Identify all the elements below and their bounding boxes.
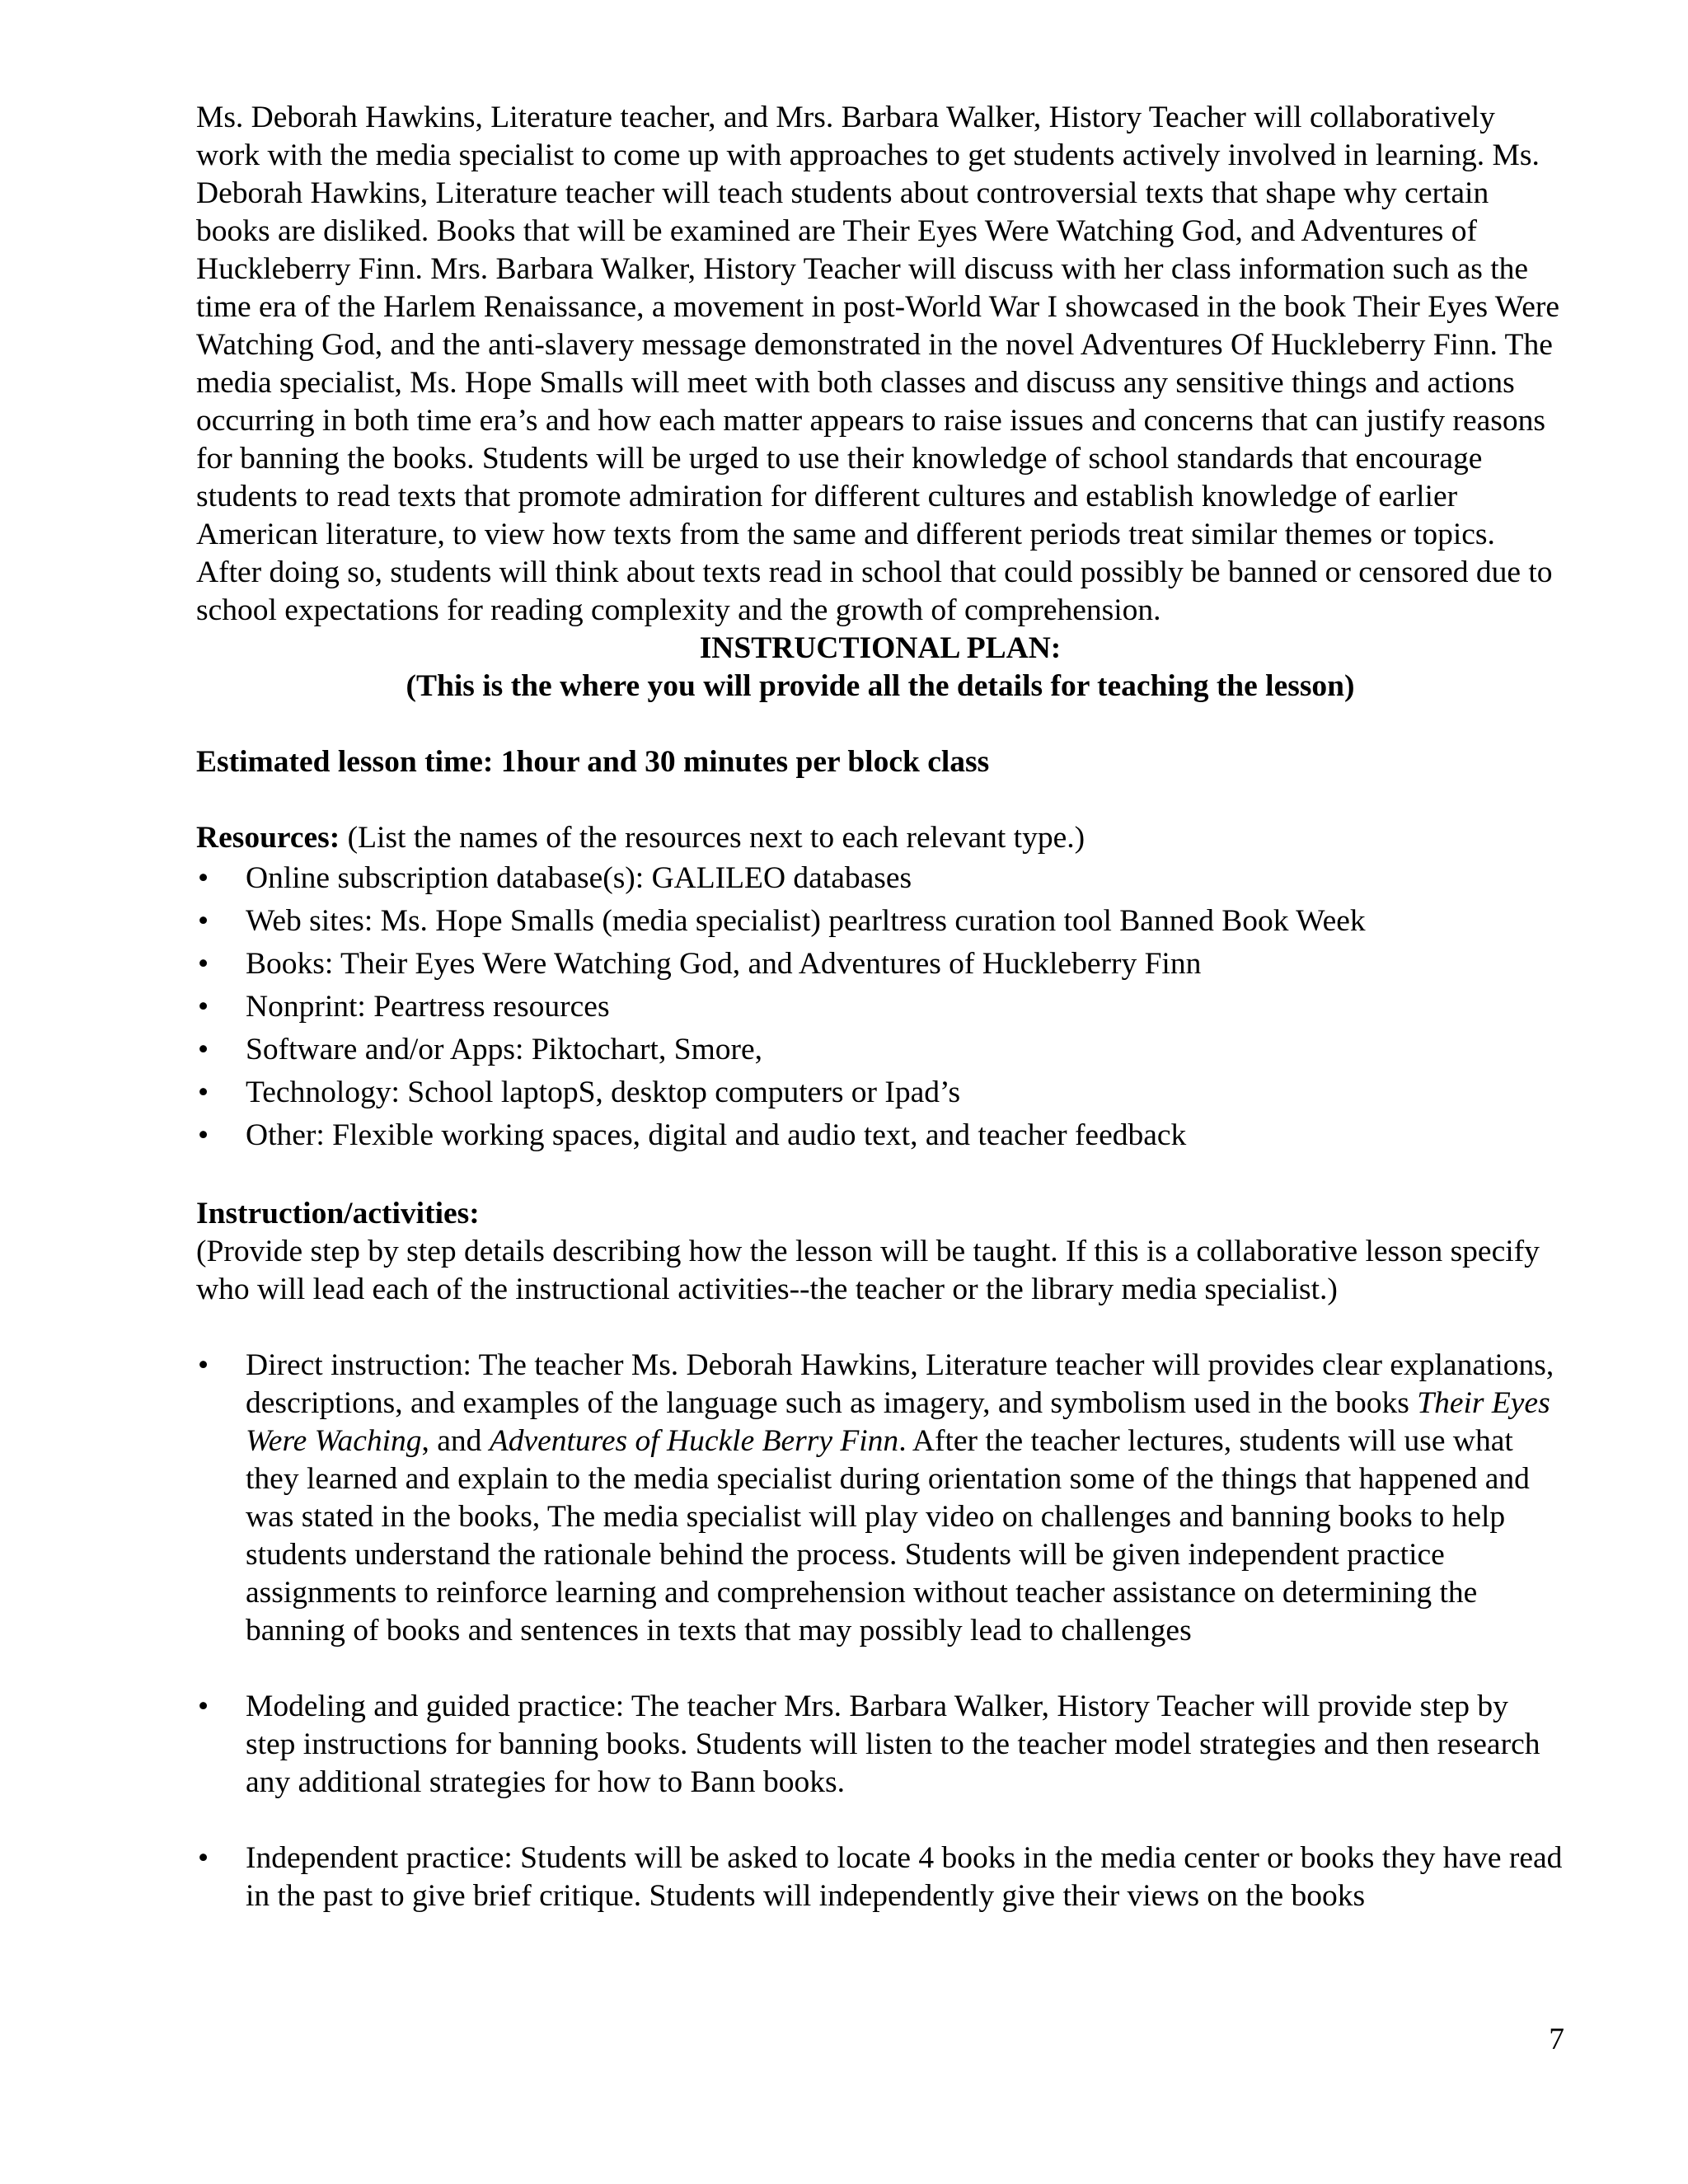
- lesson-time: Estimated lesson time: 1hour and 30 minutes per block class: [196, 745, 990, 779]
- resource-text: Nonprint: Peartress resources: [246, 990, 610, 1024]
- list-item: [196, 900, 1564, 943]
- bullet-icon: •: [198, 861, 209, 895]
- bullet-icon: •: [198, 904, 209, 938]
- spacer: [196, 1650, 1564, 1688]
- page-number: 7: [1549, 2022, 1564, 2056]
- activities-list: [196, 1840, 1564, 1915]
- list-item: [196, 1029, 1564, 1071]
- instruction-heading: Instruction/activities:: [196, 1197, 480, 1230]
- list-item: [196, 943, 1564, 986]
- spacer: [196, 705, 1564, 743]
- resources-note: (List the names of the resources next to each relevant type.): [340, 821, 1085, 855]
- resource-text: Books: Their Eyes Were Watching God, and Adventures of Huckleberry Finn: [246, 947, 1202, 981]
- bullet-icon: •: [198, 1348, 209, 1382]
- modeling-text: Modeling and guided practice: The teacher Mrs. Barbara Walker, History Teacher will provide step by step instructions for banning books. Students will listen to the teacher model strategies and then research any additional strategies for how to Bann books.: [246, 1690, 1540, 1799]
- direct-instruction-text: Direct instruction: The teacher Ms. Deborah Hawkins, Literature teacher will provides clear explanations, descriptions, and examples of the language such as imagery, and symbolism used in the books: [246, 1348, 1554, 1420]
- list-item: [196, 1347, 1564, 1650]
- instruction-description: (Provide step by step details describing how the lesson will be taught. If this is a collaborative lesson specify who will lead each of the instructional activities--the teacher or the library media specialist.): [196, 1235, 1540, 1306]
- plan-heading: INSTRUCTIONAL PLAN:: [699, 631, 1062, 665]
- book-title: Adventures of Huckle Berry Finn: [489, 1424, 899, 1458]
- independent-practice-text: Independent practice: Students will be asked to locate 4 books in the media center or books they have read in the past to give brief critique. Students will independently give their views on the books: [246, 1841, 1563, 1913]
- book-title: Their Eyes Were Waching: [246, 1386, 1550, 1458]
- list-item: [196, 1840, 1564, 1915]
- bullet-icon: •: [198, 1118, 209, 1152]
- spacer: [196, 781, 1564, 819]
- bullet-icon: •: [198, 1033, 209, 1066]
- list-item: [196, 1688, 1564, 1802]
- direct-instruction-text: , and: [421, 1424, 490, 1458]
- spacer: [196, 1157, 1564, 1195]
- bullet-icon: •: [198, 1690, 209, 1723]
- spacer: [196, 1802, 1564, 1840]
- resource-text: Web sites: Ms. Hope Smalls (media specialist) pearltress curation tool Banned Book Week: [246, 904, 1366, 938]
- bullet-icon: •: [198, 947, 209, 981]
- spacer: [196, 1309, 1564, 1347]
- resources-list: [196, 857, 1564, 1157]
- document-page: [196, 99, 1564, 1915]
- bullet-icon: •: [198, 990, 209, 1024]
- direct-instruction-text: . After the teacher lectures, students will use what they learned and explain to the media specialist during orientation some of the things that happened and was stated in the books, The media specialist will play video on challenges and banning books to help students understand the rationale behind the process. Students will be given independent practice assignments to reinforce learning and comprehension without teacher assistance on determining the banning of books and sentences in texts that may possibly lead to challenges: [246, 1424, 1530, 1647]
- resource-text: Software and/or Apps: Piktochart, Smore,: [246, 1033, 762, 1066]
- list-item: [196, 857, 1564, 900]
- intro-paragraph: Ms. Deborah Hawkins, Literature teacher, and Mrs. Barbara Walker, History Teacher will collaboratively work with the media specialist to come up with approaches to get students actively involved in learning. Ms. Deborah Hawkins, Literature teacher will teach students about controversial texts that shape why certain books are disliked. Books that will be examined are Their Eyes Were Watching God, and Adventures of Huckleberry Finn. Mrs. Barbara Walker, History Teacher will discuss with her class information such as the time era of the Harlem Renaissance, a movement in post-World War I showcased in the book Their Eyes Were Watching God, and the anti-slavery message demonstrated in the novel Adventures Of Huckleberry Finn. The media specialist, Ms. Hope Smalls will meet with both classes and discuss any sensitive things and actions occurring in both time era’s and how each matter appears to raise issues and concerns that can justify reasons for banning the books. Students will be urged to use their knowledge of school standards that encourage students to read texts that promote admiration for different cultures and establish knowledge of earlier American literature, to view how texts from the same and different periods treat similar themes or topics. After doing so, students will think about texts read in school that could possibly be banned or censored due to school expectations for reading complexity and the growth of comprehension.: [196, 101, 1559, 627]
- activities-list: [196, 1347, 1564, 1650]
- bullet-icon: •: [198, 1076, 209, 1109]
- bullet-icon: •: [198, 1841, 209, 1875]
- list-item: [196, 986, 1564, 1029]
- resource-text: Other: Flexible working spaces, digital and audio text, and teacher feedback: [246, 1118, 1187, 1152]
- list-item: [196, 1071, 1564, 1114]
- activities-list: [196, 1688, 1564, 1802]
- resources-label: Resources:: [196, 821, 340, 855]
- plan-subheading: (This is the where you will provide all the details for teaching the lesson): [406, 669, 1355, 703]
- list-item: [196, 1114, 1564, 1157]
- resources-intro: [196, 819, 1564, 857]
- resource-text: Online subscription database(s): GALILEO databases: [246, 861, 912, 895]
- resource-text: Technology: School laptopS, desktop computers or Ipad’s: [246, 1076, 961, 1109]
